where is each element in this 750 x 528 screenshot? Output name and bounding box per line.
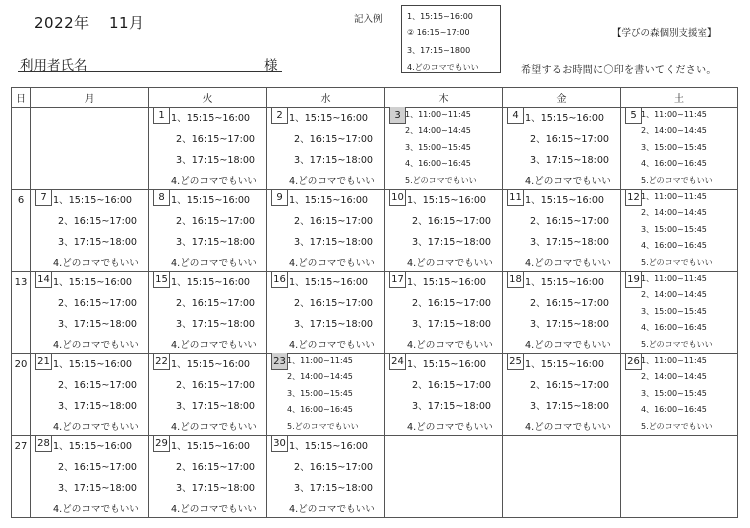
time-slot-option[interactable]: 1、15:15~16:00: [171, 113, 251, 124]
time-slot-option[interactable]: 4.どのコマでもいい: [171, 422, 257, 433]
sunday-cell: 27: [12, 436, 31, 518]
sunday-cell: 6: [12, 190, 31, 272]
time-slot-option[interactable]: 1、15:15~16:00: [53, 441, 133, 452]
week-row: [12, 108, 738, 190]
time-slot-option[interactable]: 4.どのコマでもいい: [407, 340, 493, 351]
time-slot-option[interactable]: 4.どのコマでもいい: [525, 340, 611, 351]
calendar-day-cell[interactable]: [503, 354, 621, 436]
time-slot-option[interactable]: 2、16:15~17:00: [294, 134, 374, 145]
time-slot-option[interactable]: 1、15:15~16:00: [525, 195, 605, 206]
time-slot-option[interactable]: 3、17:15~18:00: [294, 483, 374, 494]
time-slot-option[interactable]: 4.どのコマでもいい: [171, 258, 257, 269]
time-slot-option[interactable]: 2、16:15~17:00: [176, 216, 256, 227]
sunday-cell: 20: [12, 354, 31, 436]
time-slot-option[interactable]: 4.どのコマでもいい: [171, 176, 257, 187]
week-row: [12, 190, 738, 272]
weekday-header-fri: 金: [503, 88, 621, 108]
time-slot-option[interactable]: 3、17:15~18:00: [176, 319, 256, 330]
time-slot-option[interactable]: 3、17:15~18:00: [176, 401, 256, 412]
time-slot-option[interactable]: 4、16:00~16:45: [641, 405, 707, 414]
time-slot-option[interactable]: 3、17:15~18:00: [294, 319, 374, 330]
example-box: [401, 5, 501, 73]
time-slot-option[interactable]: 5.どのコマでもいい: [287, 422, 359, 431]
time-slot-option[interactable]: 1、15:15~16:00: [407, 359, 487, 370]
time-slot-option[interactable]: 2、16:15~17:00: [58, 298, 138, 309]
time-slot-option[interactable]: 2、16:15~17:00: [412, 298, 492, 309]
day-number: 16: [271, 271, 288, 288]
time-slot-option[interactable]: 3、17:15~18:00: [58, 483, 138, 494]
time-slot-option[interactable]: 3、17:15~18:00: [58, 401, 138, 412]
day-number: 18: [507, 271, 524, 288]
time-slot-option[interactable]: 2、16:15~17:00: [294, 216, 374, 227]
time-slot-option[interactable]: 1、15:15~16:00: [407, 195, 487, 206]
time-slot-option[interactable]: 3、17:15~18:00: [58, 237, 138, 248]
time-slot-option[interactable]: 1、15:15~16:00: [525, 277, 605, 288]
time-slot-option[interactable]: 3、17:15~18:00: [176, 155, 256, 166]
example-item: 4.どのコマでもいい: [407, 63, 479, 72]
weekday-header-thu: 木: [385, 88, 503, 108]
time-slot-option[interactable]: 3、17:15~18:00: [412, 237, 492, 248]
time-slot-option[interactable]: 4.どのコマでもいい: [289, 504, 375, 515]
time-slot-option[interactable]: 1、15:15~16:00: [53, 359, 133, 370]
time-slot-option[interactable]: 5.どのコマでもいい: [641, 176, 713, 185]
time-slot-option[interactable]: 1、15:15~16:00: [289, 113, 369, 124]
time-slot-option[interactable]: 4.どのコマでもいい: [289, 258, 375, 269]
month-label: 11月: [108, 14, 145, 32]
time-slot-option[interactable]: 2、14:00~14:45: [641, 126, 707, 135]
time-slot-option[interactable]: 3、17:15~18:00: [294, 237, 374, 248]
week-row: [12, 354, 738, 436]
time-slot-option[interactable]: 1、15:15~16:00: [525, 359, 605, 370]
time-slot-option[interactable]: 4.どのコマでもいい: [289, 176, 375, 187]
time-slot-option[interactable]: 4.どのコマでもいい: [53, 340, 139, 351]
calendar-day-cell[interactable]: [267, 272, 385, 354]
time-slot-option[interactable]: 4.どのコマでもいい: [289, 340, 375, 351]
time-slot-option[interactable]: 1、15:15~16:00: [53, 195, 133, 206]
time-slot-option[interactable]: 2、16:15~17:00: [294, 462, 374, 473]
time-slot-option[interactable]: 5.どのコマでもいい: [641, 258, 713, 267]
user-name-suffix: 様: [264, 58, 278, 74]
weekday-header-sat: 土: [621, 88, 738, 108]
time-slot-option[interactable]: 2、16:15~17:00: [176, 298, 256, 309]
calendar-day-cell[interactable]: [31, 190, 149, 272]
week-row: [12, 436, 738, 518]
day-number: 21: [35, 353, 52, 370]
example-item: ② 16:15~17:00: [407, 28, 470, 37]
time-slot-option[interactable]: 4.どのコマでもいい: [525, 422, 611, 433]
calendar-day-cell[interactable]: [621, 108, 738, 190]
organization-name: 【学びの森個別支援室】: [612, 28, 717, 39]
time-slot-option[interactable]: 2、14:00~14:45: [641, 290, 707, 299]
time-slot-option[interactable]: 3、15:00~15:45: [641, 389, 707, 398]
time-slot-option[interactable]: 2、16:15~17:00: [412, 380, 492, 391]
calendar-day-cell[interactable]: [503, 190, 621, 272]
day-number: 3: [389, 107, 406, 124]
calendar-day-cell[interactable]: [503, 108, 621, 190]
calendar-day-cell[interactable]: [149, 436, 267, 518]
time-slot-option[interactable]: 4、16:00~16:45: [641, 323, 707, 332]
instruction-note: 希望するお時間に〇印を書いてください。: [521, 65, 717, 76]
day-number: 26: [625, 353, 642, 370]
calendar-day-cell[interactable]: [31, 354, 149, 436]
calendar-day-cell[interactable]: [621, 272, 738, 354]
day-number: 15: [153, 271, 170, 288]
day-number: 11: [507, 189, 524, 206]
empty-day-cell: [621, 436, 738, 518]
time-slot-option[interactable]: 3、17:15~18:00: [412, 319, 492, 330]
time-slot-option[interactable]: 4.どのコマでもいい: [407, 422, 493, 433]
day-number: 1: [153, 107, 170, 124]
calendar-day-cell[interactable]: [149, 190, 267, 272]
day-number: 4: [507, 107, 524, 124]
day-number: 2: [271, 107, 288, 124]
time-slot-option[interactable]: 2、16:15~17:00: [530, 216, 610, 227]
time-slot-option[interactable]: 2、16:15~17:00: [530, 298, 610, 309]
calendar-day-cell[interactable]: [267, 436, 385, 518]
user-name-label: 利用者氏名: [20, 58, 88, 74]
time-slot-option[interactable]: 3、17:15~18:00: [176, 237, 256, 248]
time-slot-option[interactable]: 1、11:00~11:45: [405, 110, 471, 119]
time-slot-option[interactable]: 2、16:15~17:00: [58, 380, 138, 391]
time-slot-option[interactable]: 3、17:15~18:00: [412, 401, 492, 412]
day-number: 14: [35, 271, 52, 288]
time-slot-option[interactable]: 4.どのコマでもいい: [525, 258, 611, 269]
time-slot-option[interactable]: 4.どのコマでもいい: [525, 176, 611, 187]
time-slot-option[interactable]: 1、11:00~11:45: [641, 110, 707, 119]
sunday-cell: [12, 108, 31, 190]
time-slot-option[interactable]: 2、16:15~17:00: [58, 462, 138, 473]
time-slot-option[interactable]: 2、16:15~17:00: [294, 298, 374, 309]
day-number: 9: [271, 189, 288, 206]
time-slot-option[interactable]: 3、17:15~18:00: [176, 483, 256, 494]
empty-day-cell: [385, 436, 503, 518]
day-number: 28: [35, 435, 52, 452]
day-number: 17: [389, 271, 406, 288]
time-slot-option[interactable]: 2、14:00~14:45: [641, 372, 707, 381]
time-slot-option[interactable]: 1、11:00~11:45: [641, 192, 707, 201]
calendar-day-cell[interactable]: [267, 354, 385, 436]
time-slot-option[interactable]: 3、17:15~18:00: [530, 155, 610, 166]
calendar-day-cell[interactable]: [385, 108, 503, 190]
weekday-header-tue: 火: [149, 88, 267, 108]
time-slot-option[interactable]: 3、17:15~18:00: [530, 319, 610, 330]
calendar-day-cell[interactable]: [31, 436, 149, 518]
calendar-day-cell[interactable]: [385, 354, 503, 436]
time-slot-option[interactable]: 3、15:00~15:45: [641, 143, 707, 152]
week-row: [12, 272, 738, 354]
calendar-day-cell[interactable]: [503, 272, 621, 354]
time-slot-option[interactable]: 3、15:00~15:45: [641, 225, 707, 234]
time-slot-option[interactable]: 2、14:00~14:45: [287, 372, 353, 381]
time-slot-option[interactable]: 5.どのコマでもいい: [641, 422, 713, 431]
time-slot-option[interactable]: 3、15:00~15:45: [405, 143, 471, 152]
time-slot-option[interactable]: 2、14:00~14:45: [641, 208, 707, 217]
time-slot-option[interactable]: 2、16:15~17:00: [176, 462, 256, 473]
time-slot-option[interactable]: 1、15:15~16:00: [289, 195, 369, 206]
time-slot-option[interactable]: 5.どのコマでもいい: [405, 176, 477, 185]
day-number: 23: [271, 353, 288, 370]
time-slot-option[interactable]: 3、15:00~15:45: [287, 389, 353, 398]
calendar-day-cell[interactable]: [385, 190, 503, 272]
time-slot-option[interactable]: 2、16:15~17:00: [530, 380, 610, 391]
calendar-day-cell[interactable]: [149, 354, 267, 436]
time-slot-option[interactable]: 2、14:00~14:45: [405, 126, 471, 135]
user-name-field[interactable]: [18, 71, 282, 72]
time-slot-option[interactable]: 4.どのコマでもいい: [53, 258, 139, 269]
calendar-day-cell[interactable]: [385, 272, 503, 354]
time-slot-option[interactable]: 4、16:00~16:45: [287, 405, 353, 414]
time-slot-option[interactable]: 1、15:15~16:00: [171, 195, 251, 206]
time-slot-option[interactable]: 4、16:00~16:45: [405, 159, 471, 168]
example-label: 記入例: [354, 14, 383, 25]
time-slot-option[interactable]: 1、15:15~16:00: [171, 277, 251, 288]
time-slot-option[interactable]: 4.どのコマでもいい: [53, 422, 139, 433]
weekday-header-sun: 日: [12, 88, 31, 108]
time-slot-option[interactable]: 1、11:00~11:45: [287, 356, 353, 365]
calendar-day-cell[interactable]: [621, 190, 738, 272]
time-slot-option[interactable]: 4.どのコマでもいい: [171, 504, 257, 515]
day-number: 8: [153, 189, 170, 206]
day-number: 7: [35, 189, 52, 206]
time-slot-option[interactable]: 2、16:15~17:00: [176, 380, 256, 391]
year-label: 2022年: [34, 14, 90, 32]
day-number: 22: [153, 353, 170, 370]
day-number: 19: [625, 271, 642, 288]
weekday-header-wed: 水: [267, 88, 385, 108]
time-slot-option[interactable]: 3、17:15~18:00: [58, 319, 138, 330]
time-slot-option[interactable]: 1、11:00~11:45: [641, 356, 707, 365]
example-item: 1、15:15~16:00: [407, 12, 473, 21]
day-number: 12: [625, 189, 642, 206]
weekday-header-row: [12, 88, 738, 108]
day-number: 29: [153, 435, 170, 452]
day-number: 30: [271, 435, 288, 452]
time-slot-option[interactable]: 3、17:15~18:00: [294, 155, 374, 166]
time-slot-option[interactable]: 5.どのコマでもいい: [641, 340, 713, 349]
time-slot-option[interactable]: 1、15:15~16:00: [407, 277, 487, 288]
time-slot-option[interactable]: 4、16:00~16:45: [641, 241, 707, 250]
day-number: 5: [625, 107, 642, 124]
page-title: [34, 12, 159, 33]
time-slot-option[interactable]: 4.どのコマでもいい: [171, 340, 257, 351]
calendar-day-cell[interactable]: [149, 108, 267, 190]
time-slot-option[interactable]: 2、16:15~17:00: [176, 134, 256, 145]
time-slot-option[interactable]: 1、15:15~16:00: [289, 441, 369, 452]
weekday-header-mon: 月: [31, 88, 149, 108]
time-slot-option[interactable]: 1、15:15~16:00: [53, 277, 133, 288]
calendar-day-cell[interactable]: [267, 108, 385, 190]
time-slot-option[interactable]: 2、16:15~17:00: [412, 216, 492, 227]
day-number: 25: [507, 353, 524, 370]
time-slot-option[interactable]: 4.どのコマでもいい: [407, 258, 493, 269]
calendar-day-cell[interactable]: [31, 272, 149, 354]
calendar-table: [11, 87, 738, 518]
sunday-cell: 13: [12, 272, 31, 354]
empty-day-cell: [31, 108, 149, 190]
calendar-day-cell[interactable]: [149, 272, 267, 354]
time-slot-option[interactable]: 3、15:00~15:45: [641, 307, 707, 316]
example-item: 3、17:15~1800: [407, 46, 471, 55]
calendar-day-cell[interactable]: [267, 190, 385, 272]
time-slot-option[interactable]: 1、15:15~16:00: [171, 359, 251, 370]
day-number: 24: [389, 353, 406, 370]
time-slot-option[interactable]: 3、17:15~18:00: [530, 237, 610, 248]
calendar-day-cell[interactable]: [621, 354, 738, 436]
time-slot-option[interactable]: 4、16:00~16:45: [641, 159, 707, 168]
time-slot-option[interactable]: 2、16:15~17:00: [530, 134, 610, 145]
day-number: 10: [389, 189, 406, 206]
time-slot-option[interactable]: 1、15:15~16:00: [525, 113, 605, 124]
time-slot-option[interactable]: 3、17:15~18:00: [530, 401, 610, 412]
time-slot-option[interactable]: 1、11:00~11:45: [641, 274, 707, 283]
empty-day-cell: [503, 436, 621, 518]
time-slot-option[interactable]: 4.どのコマでもいい: [53, 504, 139, 515]
time-slot-option[interactable]: 1、15:15~16:00: [171, 441, 251, 452]
time-slot-option[interactable]: 2、16:15~17:00: [58, 216, 138, 227]
time-slot-option[interactable]: 1、15:15~16:00: [289, 277, 369, 288]
